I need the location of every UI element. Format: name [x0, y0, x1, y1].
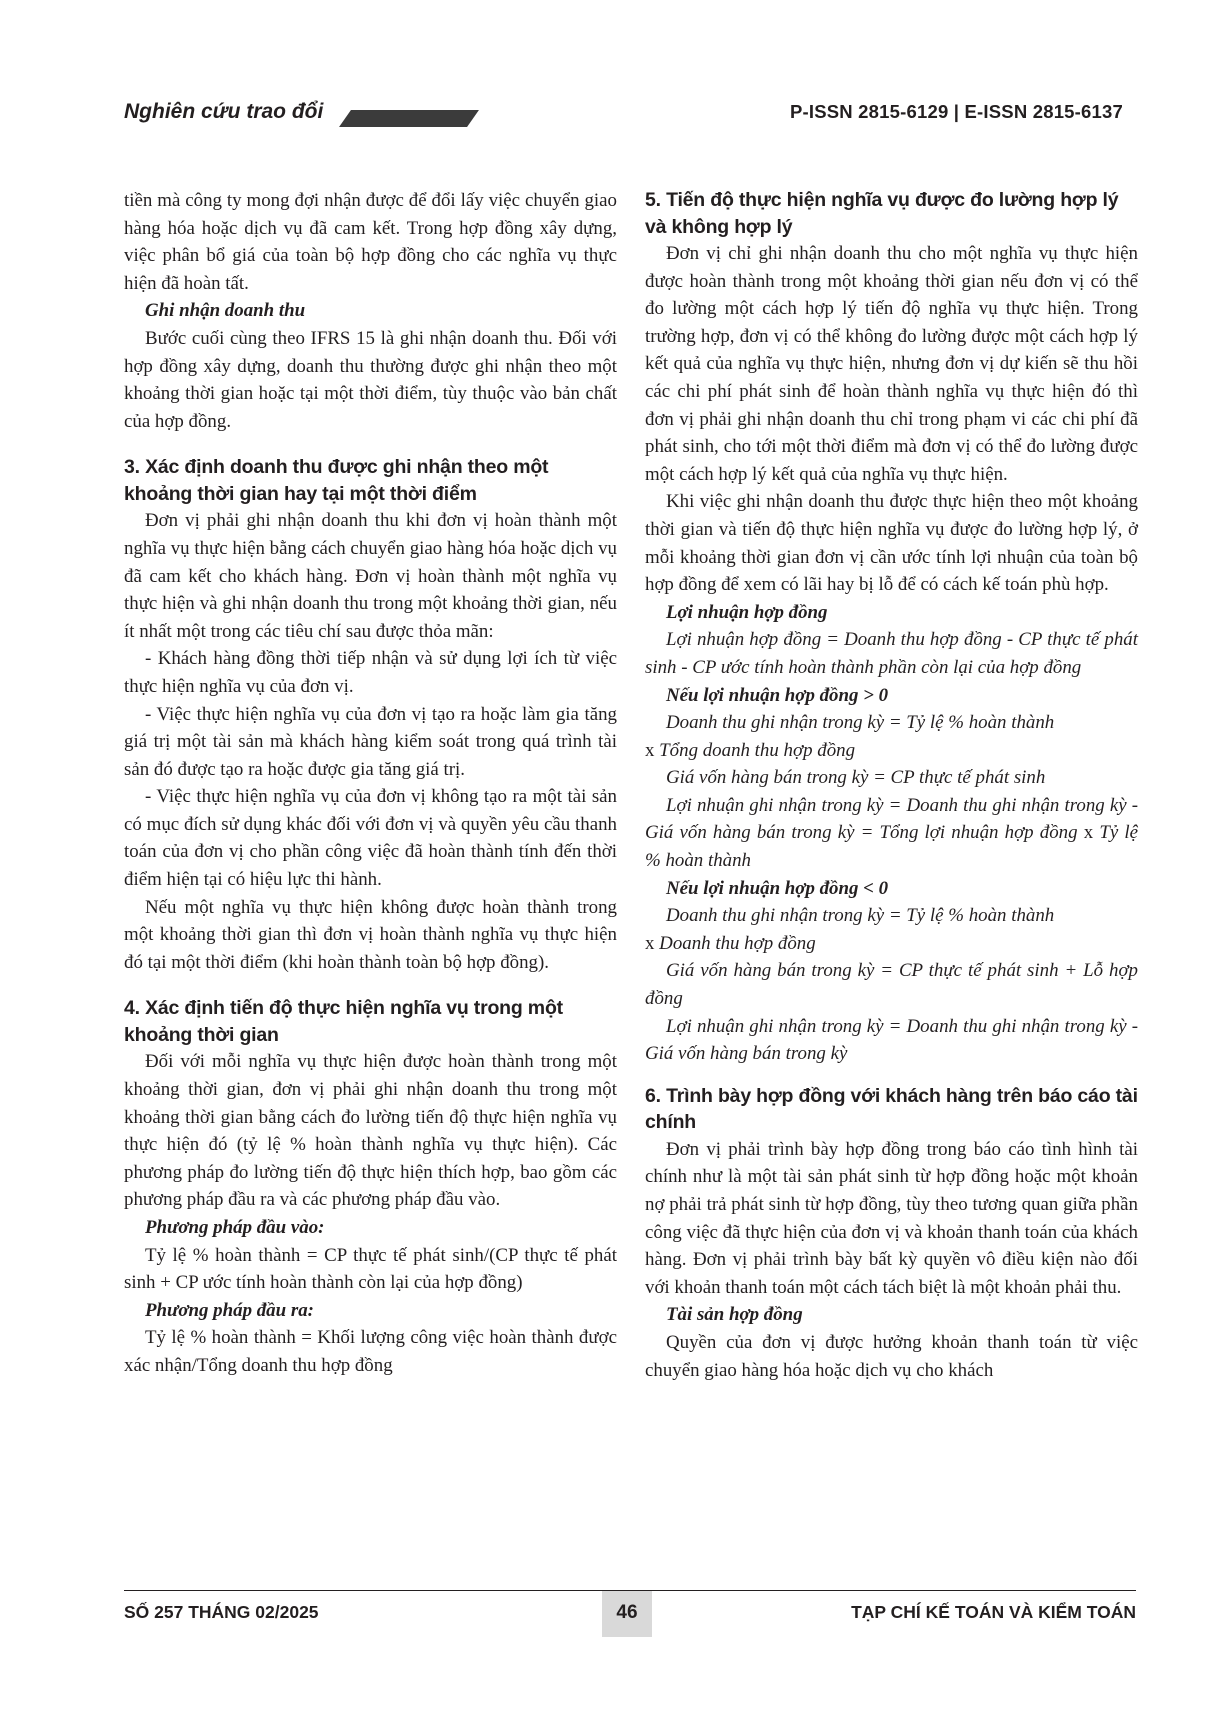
formula: x Doanh thu hợp đồng — [645, 932, 816, 954]
issn-label: P-ISSN 2815-6129 | E-ISSN 2815-6137 — [789, 101, 1123, 122]
paragraph: Đối với mỗi nghĩa vụ thực hiện được hoàn thành trong một khoảng thời gian, đơn vị phải ghi nhận doanh thu trong một khoảng thời gian bằng cách đo lường tiến độ thực hiện nghĩa vụ thực hiện đó (tỷ lệ % hoàn thành nghĩa vụ thực hiện). Các phương pháp đo lường tiến độ thực hiện thích hợp, bao gồm các phương pháp đầu ra và các phương pháp đầu vào. — [124, 1051, 617, 1211]
subheading-input-method: Phương pháp đầu vào: — [145, 1217, 325, 1238]
bullet-item: - Khách hàng đồng thời tiếp nhận và sử dụng lợi ích từ việc thực hiện nghĩa vụ của đơn vị. — [124, 648, 617, 697]
bullet-item: - Việc thực hiện nghĩa vụ của đơn vị tạo ra hoặc làm gia tăng giá trị một tài sản mà khách hàng kiểm soát trong quá trình tài sản đó được tạo ra hoặc được gia tăng giá trị. — [124, 703, 617, 780]
formula: Tỷ lệ % hoàn thành = CP thực tế phát sinh/(CP thực tế phát sinh + CP ước tính hoàn thành còn lại của hợp đồng) — [124, 1244, 617, 1294]
formula: Doanh thu ghi nhận trong kỳ = Tỷ lệ % hoàn thành — [666, 905, 1055, 927]
subheading-ghi-nhan-doanh-thu: Ghi nhận doanh thu — [145, 300, 306, 322]
subheading-contract-asset: Tài sản hợp đồng — [666, 1304, 803, 1326]
formula: Lợi nhuận ghi nhận trong kỳ = Doanh thu ghi nhận trong kỳ - Giá vốn hàng bán trong kỳ = Tổng lợi nhuận hợp đồng x Tỷ lệ % hoàn thành — [645, 794, 1138, 872]
paragraph: Đơn vị chỉ ghi nhận doanh thu cho một nghĩa vụ thực hiện được hoàn thành trong một khoảng thời gian nếu đơn vị có thể đo lường một cách hợp lý tiến độ nghĩa vụ thực hiện. Trong trường hợp, đơn vị có thể không đo lường được một cách hợp lý kết quả của nghĩa vụ thực hiện, nhưng đơn vị dự kiến sẽ thu hồi các chi phí phát sinh để hoàn thành nghĩa vụ thực hiện đó thì đơn vị phải ghi nhận doanh thu chỉ trong phạm vi các chi phí đã phát sinh, cho tới một thời điểm mà đơn vị có thể đo lường được một cách hợp lý kết quả của nghĩa vụ thực hiện. — [645, 243, 1138, 485]
left-column — [124, 187, 617, 1380]
formula: Lợi nhuận hợp đồng = Doanh thu hợp đồng - CP thực tế phát sinh - CP ước tính hoàn thành phần còn lại của hợp đồng — [645, 629, 1138, 678]
header-decorative-bar — [339, 110, 479, 127]
heading-section-4: 4. Xác định tiến độ thực hiện nghĩa vụ trong một khoảng thời gian — [124, 997, 563, 1046]
formula: Giá vốn hàng bán trong kỳ = CP thực tế phát sinh — [666, 767, 1046, 789]
journal-name: TẠP CHÍ KẾ TOÁN VÀ KIỂM TOÁN — [851, 1602, 1136, 1622]
formula: Doanh thu ghi nhận trong kỳ = Tỷ lệ % hoàn thành — [666, 712, 1055, 734]
subheading-output-method: Phương pháp đầu ra: — [145, 1299, 314, 1321]
subheading-profit-negative: Nếu lợi nhuận hợp đồng < 0 — [666, 877, 889, 899]
paragraph: Nếu một nghĩa vụ thực hiện không được hoàn thành trong một khoảng thời gian thì đơn vị hoàn thành nghĩa vụ thực hiện đó tại một thời điểm (khi hoàn thành toàn bộ hợp đồng). — [124, 896, 617, 973]
formula: Giá vốn hàng bán trong kỳ = CP thực tế phát sinh + Lỗ hợp đồng — [645, 960, 1138, 1010]
paragraph: Bước cuối cùng theo IFRS 15 là ghi nhận doanh thu. Đối với hợp đồng xây dựng, doanh thu thường được ghi nhận theo một khoảng thời gian hoặc tại một thời điểm, tùy thuộc vào bản chất của hợp đồng. — [124, 327, 617, 432]
paragraph: Quyền của đơn vị được hưởng khoản thanh toán từ việc chuyển giao hàng hóa hoặc dịch vụ cho khách — [645, 1331, 1138, 1381]
heading-section-6: 6. Trình bày hợp đồng với khách hàng trên báo cáo tài chính — [645, 1084, 1138, 1134]
formula: x Tổng doanh thu hợp đồng — [645, 739, 856, 761]
paragraph: tiền mà công ty mong đợi nhận được để đổi lấy việc chuyển giao hàng hóa hoặc dịch vụ đã cam kết. Trong hợp đồng xây dựng, việc phân bổ giá của toàn bộ hợp đồng cho các nghĩa vụ thực hiện đã hoàn tất. — [124, 190, 617, 294]
subheading-contract-profit: Lợi nhuận hợp đồng — [666, 601, 828, 623]
bullet-item: - Việc thực hiện nghĩa vụ của đơn vị không tạo ra một tài sản có mục đích sử dụng khác đối với đơn vị và quyền yêu cầu thanh toán của đơn vị cho phần công việc đã hoàn thành tính đến thời điểm hiện tại có hiệu lực thi hành. — [124, 786, 617, 891]
right-column — [645, 187, 1138, 1384]
subheading-profit-positive: Nếu lợi nhuận hợp đồng > 0 — [666, 684, 889, 706]
heading-section-5: 5. Tiến độ thực hiện nghĩa vụ được đo lường hợp lý và không hợp lý — [645, 189, 1119, 238]
paragraph: Đơn vị phải ghi nhận doanh thu khi đơn vị hoàn thành một nghĩa vụ thực hiện bằng cách chuyển giao hàng hóa hoặc dịch vụ đã cam kết cho khách hàng. Đơn vị hoàn thành một nghĩa vụ thực hiện và ghi nhận doanh thu trong một khoảng thời gian, nếu ít nhất một trong các tiêu chí sau được thỏa mãn: — [124, 510, 617, 642]
issue-label: SỐ 257 THÁNG 02/2025 — [124, 1602, 319, 1622]
paragraph: Đơn vị phải trình bày hợp đồng trong báo cáo tình hình tài chính như là một tài sản phát sinh từ hợp đồng hoặc một khoản nợ phải trả phát sinh từ hợp đồng, tùy theo tương quan giữa phần công việc đã thực hiện của đơn vị và khoản thanh toán của khách hàng. Đơn vị phải trình bày bất kỳ quyền vô điều kiện nào đối với khoản thanh toán một cách tách biệt là một khoản phải thu. — [645, 1138, 1138, 1298]
formula: Lợi nhuận ghi nhận trong kỳ = Doanh thu ghi nhận trong kỳ - Giá vốn hàng bán trong kỳ — [645, 1015, 1138, 1065]
section-title: Nghiên cứu trao đổi — [124, 100, 324, 123]
paragraph: Khi việc ghi nhận doanh thu được thực hiện theo một khoảng thời gian và tiến độ thực hiện nghĩa vụ được đo lường hợp lý, ở mỗi khoảng thời gian đơn vị cần ước tính lợi nhuận của toàn bộ hợp đồng để xem có lãi hay bị lỗ để có cách kế toán phù hợp. — [645, 491, 1138, 596]
heading-section-3: 3. Xác định doanh thu được ghi nhận theo một khoảng thời gian hay tại một thời điểm — [124, 456, 549, 505]
formula: Tỷ lệ % hoàn thành = Khối lượng công việc hoàn thành được xác nhận/Tổng doanh thu hợp đồng — [124, 1327, 617, 1376]
page-number: 46 — [616, 1602, 638, 1623]
